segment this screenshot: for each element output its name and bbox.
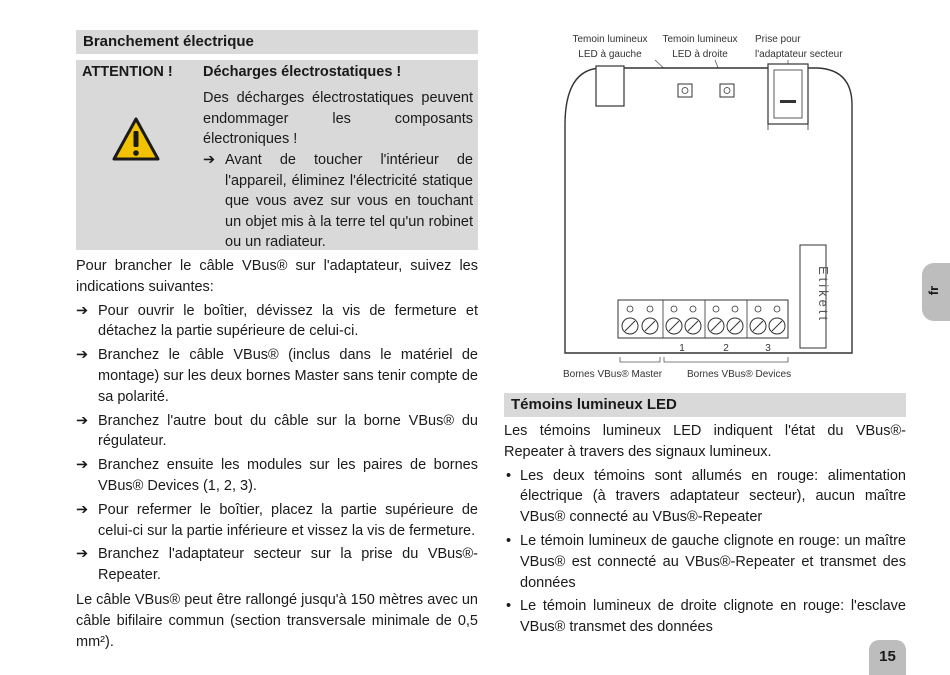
list-item: [504, 531, 906, 593]
list-item: [76, 301, 478, 343]
attention-title: Décharges électrostatiques !: [203, 64, 402, 80]
bullet-text: Le témoin lumineux de gauche clignote en rouge: un maître VBus® est connecté au VBus®-Repeater et transmet des données: [520, 532, 906, 591]
label-led-right-line1: Temoin lumineux: [662, 34, 738, 45]
terminal-strip: [618, 300, 788, 338]
section-title-branchement: Branchement électrique: [76, 30, 478, 54]
label-led-left-line1: Temoin lumineux: [572, 34, 648, 45]
step-text: Pour ouvrir le boîtier, dévissez la vis de fermeture et détachez la partie supérieure de celui-ci.: [98, 302, 478, 340]
step-text: Pour refermer le boîtier, placez la partie supérieure de celui-ci sur la partie inférieure et vissez la vis de fermeture.: [98, 501, 478, 539]
led-intro-paragraph: Les témoins lumineux LED indiquent l'état du VBus®-Repeater à travers des signaux lumineux.: [504, 423, 906, 460]
device-diagram-svg: [560, 30, 860, 385]
arrow-icon: ➔: [203, 152, 216, 168]
warning-icon: [111, 116, 161, 162]
led-left: [678, 84, 692, 97]
arrow-icon: ➔: [76, 347, 89, 364]
list-item: [76, 544, 478, 586]
language-tab-label: fr: [926, 285, 942, 296]
bullet-icon: •: [506, 467, 512, 484]
attention-label: ATTENTION !: [82, 64, 173, 80]
attention-step-text: Avant de toucher l'intérieur de l'appareil, éliminez l'électricité statique que vous avez sur vous en touchant un objet mis à la terre tel qu'un robinet ou un radiateur.: [225, 152, 473, 250]
label-led-right-line2: LED à droite: [672, 49, 728, 60]
etikett-text: Etikett: [816, 266, 831, 324]
led-right: [720, 84, 734, 97]
list-item: [76, 455, 478, 497]
list-item: [76, 411, 478, 453]
cable-length-paragraph: Le câble VBus® peut être rallongé jusqu'à 150 mètres avec un câble bifilaire commun (section transversale minimale de 0,5 mm²).: [76, 591, 478, 650]
attention-body: Des décharges électrostatiques peuvent endommager les composants électroniques !: [203, 90, 473, 147]
bullet-text: Le témoin lumineux de droite clignote en rouge: l'esclave VBus® transmet des données: [520, 598, 906, 636]
device-diagram: [560, 30, 860, 385]
left-column: [76, 30, 478, 652]
bullet-icon: •: [506, 532, 512, 549]
step-text: Branchez le câble VBus® (inclus dans le matériel de montage) sur les deux bornes Master sans tenir compte de sa polarité.: [98, 347, 478, 405]
attention-step: [203, 150, 473, 253]
arrow-icon: ➔: [76, 501, 89, 518]
connector-block: [596, 66, 624, 106]
label-power-line1: Prise pour: [755, 34, 801, 45]
label-devices: Bornes VBus® Devices: [687, 369, 792, 380]
right-column: [504, 393, 906, 638]
attention-box: [76, 60, 478, 250]
arrow-icon: ➔: [76, 412, 89, 429]
list-item: [504, 596, 906, 638]
bullet-icon: •: [506, 598, 512, 615]
terminal-label-3: 3: [765, 343, 771, 354]
label-power-line2: l'adaptateur secteur: [755, 49, 843, 60]
intro-paragraph: Pour brancher le câble VBus® sur l'adaptateur, suivez les indications suivantes:: [76, 258, 478, 295]
terminal-label-1: 1: [679, 343, 685, 354]
terminal-label-2: 2: [723, 343, 729, 354]
language-tab: [922, 263, 950, 321]
led-bullets-list: [504, 466, 906, 638]
list-item: [504, 466, 906, 528]
arrow-icon: ➔: [76, 546, 89, 563]
section-title-led: Témoins lumineux LED: [504, 393, 906, 417]
page-number: 15: [869, 640, 906, 675]
step-text: Branchez ensuite les modules sur les paires de bornes VBus® Devices (1, 2, 3).: [98, 457, 478, 494]
list-item: [76, 500, 478, 542]
steps-list: [76, 301, 478, 586]
arrow-icon: ➔: [76, 302, 89, 319]
list-item: [76, 345, 478, 407]
step-text: Branchez l'autre bout du câble sur la borne VBus® du régulateur.: [98, 412, 478, 450]
bullet-text: Les deux témoins sont allumés en rouge: alimentation électrique (à travers adaptateur secteur), aucun maître VBus® connecté au VBus®-Repeater: [520, 467, 906, 526]
label-led-left-line2: LED à gauche: [578, 49, 642, 60]
label-master: Bornes VBus® Master: [563, 369, 663, 380]
step-text: Branchez l'adaptateur secteur sur la prise du VBus®-Repeater.: [98, 546, 478, 584]
arrow-icon: ➔: [76, 457, 89, 474]
